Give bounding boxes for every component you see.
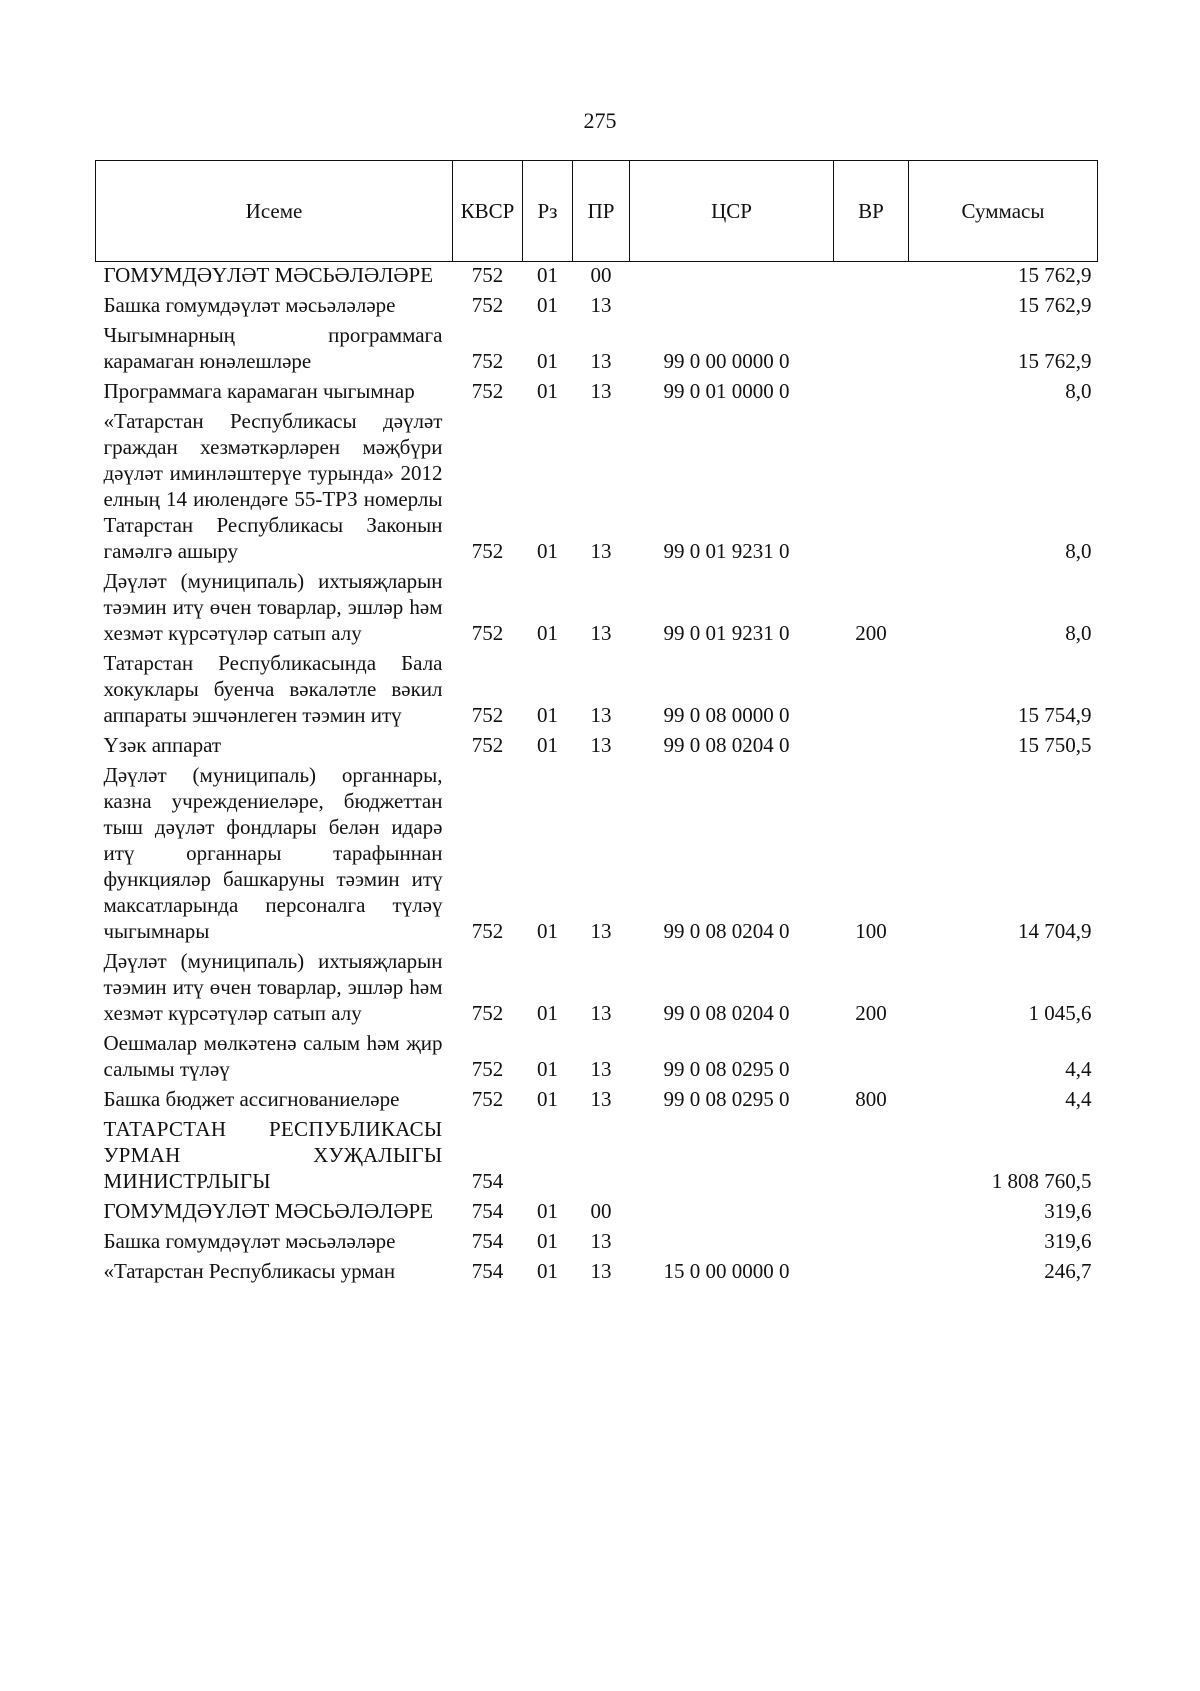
table-row <box>96 378 1098 408</box>
row-kvsr: 752 <box>471 703 504 727</box>
row-rz: 01 <box>537 379 558 403</box>
row-name: Татарстан Республикасында Бала хокуклары буенча вәкаләтле вәкил аппараты эшчәнлеген тәэмин итү <box>103 651 443 727</box>
row-vr <box>834 1198 909 1228</box>
row-name: Башка бюджет ассигнованиеләре <box>103 1087 400 1111</box>
header-sum: Суммасы <box>909 161 1098 262</box>
row-name: Программага карамаган чыгымнар <box>103 379 415 403</box>
row-sum: 15 762,9 <box>1018 263 1092 287</box>
row-vr <box>834 322 909 378</box>
row-sum: 319,6 <box>1044 1199 1092 1223</box>
row-sum: 15 754,9 <box>1018 703 1092 727</box>
row-sum: 8,0 <box>1065 539 1092 563</box>
row-kvsr: 752 <box>471 293 504 317</box>
row-name: ГОМУМДӘҮЛӘТ МӘСЬӘЛӘЛӘРЕ <box>103 263 434 287</box>
header-kvsr: КВСР <box>453 161 523 262</box>
row-csr <box>630 1116 834 1198</box>
row-csr: 99 0 08 0204 0 <box>663 733 790 757</box>
row-pr: 13 <box>590 1057 612 1081</box>
row-pr: 13 <box>590 293 612 317</box>
row-kvsr: 754 <box>471 1259 504 1283</box>
row-kvsr: 754 <box>471 1169 504 1193</box>
row-kvsr: 754 <box>471 1229 504 1253</box>
row-rz: 01 <box>537 733 558 757</box>
row-rz: 01 <box>537 1259 558 1283</box>
budget-table <box>95 160 1098 1288</box>
table-row <box>96 292 1098 322</box>
row-sum: 15 762,9 <box>1018 293 1092 317</box>
row-csr: 99 0 01 9231 0 <box>663 539 790 563</box>
table-row <box>96 762 1098 948</box>
row-sum: 8,0 <box>1065 621 1092 645</box>
row-name: Дәүләт (муниципаль) органнары, казна учреждениеләре, бюджеттан тыш дәүләт фондлары белән идарә итү органнары тарафыннан функцияләр башкаруны тәэмин итү максатларында персоналга түләү чыгымнары <box>103 763 443 943</box>
row-vr <box>834 1258 909 1288</box>
row-csr: 99 0 08 0295 0 <box>663 1057 790 1081</box>
row-sum: 1 045,6 <box>1028 1001 1092 1025</box>
row-pr <box>573 1116 630 1198</box>
row-vr <box>834 292 909 322</box>
row-vr <box>834 378 909 408</box>
row-rz <box>523 1116 573 1198</box>
row-name: Башка гомумдәүләт мәсьәләләре <box>103 293 396 317</box>
row-name: Дәүләт (муниципаль) ихтыяҗларын тәэмин итү өчен товарлар, эшләр һәм хезмәт күрсәтүләр сатып алу <box>103 949 443 1025</box>
row-csr <box>630 1198 834 1228</box>
row-kvsr: 752 <box>471 263 504 287</box>
table-row <box>96 732 1098 762</box>
table-row <box>96 568 1098 650</box>
row-name: Чыгымнарның программага карамаган юнәлешләре <box>103 323 443 373</box>
row-vr <box>834 1030 909 1086</box>
table-row <box>96 1258 1098 1288</box>
page-number: 275 <box>583 108 617 133</box>
row-kvsr: 752 <box>471 1057 504 1081</box>
row-rz: 01 <box>537 621 558 645</box>
row-csr: 99 0 00 0000 0 <box>663 349 790 373</box>
row-csr: 99 0 08 0000 0 <box>663 703 790 727</box>
table-header <box>96 161 1098 262</box>
row-vr <box>834 650 909 732</box>
row-sum: 4,4 <box>1065 1087 1092 1111</box>
row-kvsr: 754 <box>471 1199 504 1223</box>
row-csr: 99 0 01 9231 0 <box>663 621 790 645</box>
row-sum: 15 762,9 <box>1018 349 1092 373</box>
row-pr: 13 <box>590 733 612 757</box>
row-pr: 13 <box>590 1001 612 1025</box>
header-csr: ЦСР <box>630 161 834 262</box>
table-row <box>96 1198 1098 1228</box>
row-rz: 01 <box>537 703 558 727</box>
row-pr: 13 <box>590 1087 612 1111</box>
row-sum: 15 750,5 <box>1018 733 1092 757</box>
row-kvsr: 752 <box>471 1087 504 1111</box>
row-vr <box>834 408 909 568</box>
row-rz: 01 <box>537 919 558 943</box>
row-sum: 4,4 <box>1065 1057 1092 1081</box>
row-kvsr: 752 <box>471 379 504 403</box>
row-pr: 13 <box>590 349 612 373</box>
row-pr: 13 <box>590 703 612 727</box>
row-rz: 01 <box>537 1001 558 1025</box>
row-name: «Татарстан Республикасы урман <box>103 1259 396 1283</box>
row-vr: 800 <box>855 1087 887 1111</box>
row-name: Дәүләт (муниципаль) ихтыяҗларын тәэмин итү өчен товарлар, эшләр һәм хезмәт күрсәтүләр сатып алу <box>103 569 443 645</box>
row-rz: 01 <box>537 1087 558 1111</box>
row-vr <box>834 1116 909 1198</box>
table-row <box>96 1086 1098 1116</box>
row-vr <box>834 732 909 762</box>
row-pr: 00 <box>590 263 612 287</box>
row-pr: 13 <box>590 1259 612 1283</box>
row-pr: 00 <box>590 1199 612 1223</box>
row-kvsr: 752 <box>471 539 504 563</box>
row-name: Башка гомумдәүләт мәсьәләләре <box>103 1229 396 1253</box>
row-csr: 15 0 00 0000 0 <box>663 1259 790 1283</box>
row-rz: 01 <box>537 263 558 287</box>
row-csr: 99 0 01 0000 0 <box>663 379 790 403</box>
row-rz: 01 <box>537 1057 558 1081</box>
row-vr <box>834 262 909 293</box>
header-name: Исеме <box>96 161 453 262</box>
row-kvsr: 752 <box>471 1001 504 1025</box>
row-rz: 01 <box>537 349 558 373</box>
row-csr <box>630 292 834 322</box>
table-row <box>96 408 1098 568</box>
row-sum: 14 704,9 <box>1018 919 1092 943</box>
row-csr: 99 0 08 0295 0 <box>663 1087 790 1111</box>
row-kvsr: 752 <box>471 349 504 373</box>
row-csr: 99 0 08 0204 0 <box>663 1001 790 1025</box>
row-sum: 8,0 <box>1065 379 1092 403</box>
row-vr: 200 <box>855 1001 887 1025</box>
row-vr: 100 <box>855 919 887 943</box>
row-name: ГОМУМДӘҮЛӘТ МӘСЬӘЛӘЛӘРЕ <box>103 1199 434 1223</box>
row-kvsr: 752 <box>471 733 504 757</box>
header-vr: ВР <box>834 161 909 262</box>
table-row <box>96 262 1098 293</box>
table-row <box>96 1228 1098 1258</box>
row-kvsr: 752 <box>471 621 504 645</box>
row-pr: 13 <box>590 1229 612 1253</box>
header-pr: ПР <box>573 161 630 262</box>
row-vr: 200 <box>855 621 887 645</box>
row-name: ТАТАРСТАН РЕСПУБЛИКАСЫ УРМАН ХУҖАЛЫГЫ МИНИСТРЛЫГЫ <box>103 1117 443 1193</box>
table-row <box>96 650 1098 732</box>
row-sum: 1 808 760,5 <box>991 1169 1092 1193</box>
table-body <box>96 262 1098 1289</box>
table-row <box>96 948 1098 1030</box>
row-name: «Татарстан Республикасы дәүләт граждан хезмәткәрләрен мәҗбүри дәүләт иминләштерүе турында» 2012 елның 14 июлендәге 55-ТРЗ номерлы Татарстан Республикасы Законын гамәлгә ашыру <box>103 409 443 563</box>
row-vr <box>834 1228 909 1258</box>
row-pr: 13 <box>590 539 612 563</box>
row-name: Оешмалар мөлкәтенә салым һәм җир салымы түләү <box>103 1031 443 1081</box>
row-rz: 01 <box>537 1229 558 1253</box>
row-rz: 01 <box>537 1199 558 1223</box>
row-pr: 13 <box>590 919 612 943</box>
table-row <box>96 1030 1098 1086</box>
table-row <box>96 1116 1098 1198</box>
row-rz: 01 <box>537 293 558 317</box>
row-pr: 13 <box>590 621 612 645</box>
table-row <box>96 322 1098 378</box>
row-kvsr: 752 <box>471 919 504 943</box>
row-sum: 319,6 <box>1044 1229 1092 1253</box>
row-csr <box>630 1228 834 1258</box>
row-rz: 01 <box>537 539 558 563</box>
row-csr: 99 0 08 0204 0 <box>663 919 790 943</box>
row-sum: 246,7 <box>1044 1259 1092 1283</box>
row-csr <box>630 262 834 293</box>
row-pr: 13 <box>590 379 612 403</box>
row-name: Үзәк аппарат <box>103 733 222 757</box>
header-rz: Рз <box>523 161 573 262</box>
